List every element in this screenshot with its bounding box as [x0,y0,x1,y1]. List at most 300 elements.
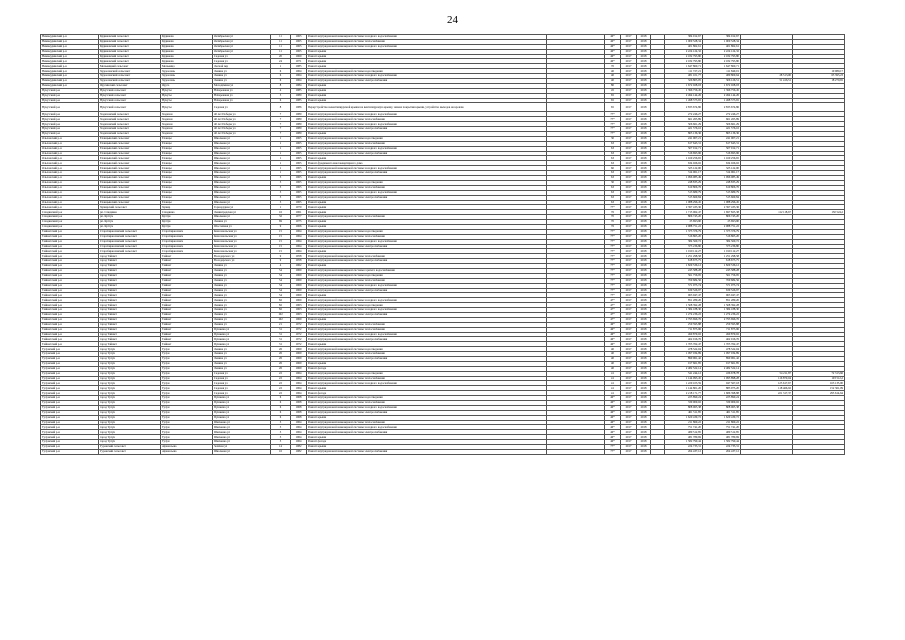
cell-district: Нукутский р-н [41,112,99,117]
cell-work-type: Ремонт фасада [307,440,547,445]
cell-year-start: 2017 [621,425,637,430]
cell-street: Школьная ул [213,136,271,141]
cell-wear: 40 [605,69,621,74]
cell-year: 1965 [291,151,307,156]
cell-house: 20 [271,54,291,59]
cell-settlement: Тулун [161,381,213,386]
cell-year-end: 2018 [637,352,651,357]
cell-work-type: Ремонт фасада [307,366,547,371]
cell-street: Октябрьская ул [213,35,271,40]
cell-fund-cost: 947 567,18 [703,381,741,386]
cell-total-cost: 1 705 762,47 [665,342,703,347]
cell-work-type: Ремонт внутридомовой инженерной системы водоотведения [307,229,547,234]
cell-total-cost: 806 745,20 [665,215,703,220]
cell-street: Ленина ул [213,79,271,84]
cell-wear: 70 [605,215,621,220]
cell-house: 3 [271,180,291,185]
cell-wear: 70 [605,220,621,225]
cell-street: Шевченко ул [213,425,271,430]
cell-work-type: Ремонт внутридомовой инженерной системы холодного водоснабжения [307,112,547,117]
cell-wear: 40* [605,327,621,332]
cell-wear: 77* [605,132,621,137]
cell-work-type: Ремонт внутридомовой инженерной системы холодного водоснабжения [307,308,547,313]
cell-street: Пушкина ул [213,405,271,410]
cell-year-start: 2017 [621,146,637,151]
cell-year-start: 2017 [621,332,637,337]
cell-district: Тайшетский р-н [41,283,99,288]
cell-work-type: Ремонт крыши [307,415,547,420]
cell-wear: 40 [605,366,621,371]
cell-settlement: Тулун [161,430,213,435]
cell-wear: 76 [605,224,621,229]
cell-total-cost: 516 865,20 [665,234,703,239]
cell-fund-cost: 480 809,64 [703,74,741,79]
cell-municipality: город Тулун [99,420,161,425]
cell-fund-cost: 661 265,89 [703,117,741,122]
cell-total-cost: 384 560,72 [665,239,703,244]
cell-municipality: Старобирюсинский сельсовет [99,239,161,244]
cell-year-end: 2018 [637,391,651,396]
cell-year: 1958 [291,259,307,264]
cell-fund-cost: 461 511,85 [703,410,741,415]
cell-municipality: город Тайшет [99,293,161,298]
cell-wear: 63 [605,190,621,195]
cell-house: 6 [271,415,291,420]
cell-municipality: Нукутский сельсовет [99,103,161,112]
cell-year-start: 2017 [621,337,637,342]
cell-district: Нукутский р-н [41,88,99,93]
cell-municipality: Хадаханский сельсовет [99,112,161,117]
cell-wear: 77* [605,268,621,273]
cell-fund-cost: 1 829 536,12 [703,264,741,269]
cell-settlement: Тулун [161,361,213,366]
cell-house: 21 [271,322,291,327]
cell-house: 16 [271,210,291,215]
cell-municipality: Яругинский сельсовет [99,83,161,88]
cell-municipality: Еланцынский сельсовет [99,176,161,181]
cell-house: 6 [271,410,291,415]
cell-total-cost: 571 975,74 [665,283,703,288]
cell-total-cost: 506 661,29 [665,122,703,127]
cell-district: Нижнеудинский р-н [41,74,99,79]
cell-house: 31 [271,327,291,332]
cell-year-start: 2017 [621,215,637,220]
cell-total-cost: 617 643,31 [665,141,703,146]
cell-total-cost: 2 833 674,86 [665,103,703,112]
cell-year: 1985 [291,88,307,93]
cell-work-type: Ремонт внутридомовой инженерной системы холодного водоснабжения [307,35,547,40]
cell-year-end: 2018 [637,259,651,264]
cell-work-type: Ремонт крыши [307,200,547,205]
cell-year: 1964 [291,229,307,234]
cell-house: 15 [271,234,291,239]
cell-work-type: Ремонт внутридомовой инженерной системы теплоснабжения [307,420,547,425]
cell-municipality: город Тайшет [99,298,161,303]
cell-year-start: 2017 [621,449,637,454]
cell-house: 24 [271,59,291,64]
cell-wear: 63 [605,156,621,161]
cell-settlement: Еланцы [161,136,213,141]
cell-street: Школьная ул [213,200,271,205]
cell-fund-cost: 1 568 392,28 [703,303,741,308]
cell-street: 40 лет Победы ул [213,112,271,117]
cell-year-start: 2017 [621,151,637,156]
cell-street: 40 лет Победы ул [213,127,271,132]
cell-work-type: Ремонт внутридомовой инженерной системы электроснабжения [307,195,547,200]
cell-work-type: Ремонт внутридомовой инженерной системы электроснабжения [307,449,547,454]
cell-work-type: Ремонт крыши [307,54,547,59]
cell-year-start: 2017 [621,268,637,273]
cell-fund-cost: 2 494 144,26 [703,93,741,98]
cell-district: Нукутский р-н [41,117,99,122]
cell-street: Школьная ул [213,215,271,220]
cell-street: Школьная ул [213,156,271,161]
cell-municipality: Еланцынский сельсовет [99,171,161,176]
cell-district: Нижнеудинский р-н [41,59,99,64]
cell-fund-cost: 1 009 528,34 [703,39,741,44]
cell-fund-cost: 264 437,12 [703,449,741,454]
cell-municipality: рп. Култук [99,220,161,225]
cell-year-end: 2018 [637,264,651,269]
cell-settlement: Яруга [161,83,213,88]
cell-municipality: город Тулун [99,366,161,371]
cell-street: Октябрьская ул [213,44,271,49]
cell-district: Нижнеудинский р-н [41,83,99,88]
cell-fund-cost: 851 289,20 [703,298,741,303]
cell-year: 1962 [291,264,307,269]
cell-year-end: 2018 [637,151,651,156]
cell-municipality: Кудиновский сельсовет [99,39,161,44]
cell-wear: 40* [605,35,621,40]
cell-year-start: 2017 [621,112,637,117]
cell-work-type: Ремонт внутридомовой инженерной системы электроснабжения [307,410,547,415]
cell-year: 1965 [291,185,307,190]
cell-wear: 40* [605,440,621,445]
cell-settlement: Тулун [161,347,213,352]
cell-wear: 40* [605,59,621,64]
cell-municipality: Старобирюсинский сельсовет [99,249,161,254]
cell-street: Садовая ул [213,54,271,59]
cell-budget-cost: 28 513,00 [741,74,793,79]
cell-district: Ольхонский р-н [41,146,99,151]
cell-district: Тайшетский р-н [41,342,99,347]
cell-municipality: Кудиновский сельсовет [99,35,161,40]
cell-wear: 63 [605,176,621,181]
cell-house: 54 [271,288,291,293]
cell-total-cost: 808 965,38 [665,405,703,410]
cell-year: 1964 [291,371,307,376]
cell-fund-cost: 211 869,22 [703,420,741,425]
cell-street: Шевченко ул [213,430,271,435]
cell-year-start: 2017 [621,171,637,176]
cell-house: 8 [271,83,291,88]
cell-house: 3 [271,190,291,195]
cell-fund-cost: 224 733,31 [703,445,741,450]
cell-wear: 40* [605,44,621,49]
cell-blank2 [651,449,665,454]
cell-district: Тулунский р-н [41,376,99,381]
cell-district: Нукутский р-н [41,98,99,103]
cell-year-end: 2018 [637,361,651,366]
cell-municipality: Кудиновский сельсовет [99,44,161,49]
cell-street: Ленина ул [213,74,271,79]
cell-municipality: город Тулун [99,376,161,381]
cell-municipality: Худоеланский сельсовет [99,74,161,79]
cell-total-cost: 769 684,56 [665,278,703,283]
cell-work-type: Ремонт крыши [307,317,547,322]
cell-house: 3 [271,420,291,425]
cell-fund-cost: 571 975,74 [703,283,741,288]
cell-district: Нижнеудинский р-н [41,69,99,74]
cell-wear: 77* [605,205,621,210]
cell-wear: 65 [605,103,621,112]
capital-repair-table [40,34,845,455]
cell-district: Ольхонский р-н [41,200,99,205]
cell-fund-cost: 2 397 433,36 [703,205,741,210]
cell-budget-cost: 221 317,37 [741,391,793,396]
cell-district: Нижнеудинский р-н [41,35,99,40]
cell-municipality: город Тулун [99,415,161,420]
cell-year: 1980 [291,122,307,127]
cell-wear: 47* [605,308,621,313]
cell-settlement: Тулун [161,435,213,440]
cell-total-cost: 1 498 573,65 [665,98,703,103]
cell-wear: 40* [605,49,621,54]
cell-municipality: город Тайшет [99,273,161,278]
cell-settlement: Тайшет [161,264,213,269]
cell-district: Ольхонский р-н [41,185,99,190]
cell-total-cost: 1 620 439,72 [665,415,703,420]
cell-year-end: 2018 [637,136,651,141]
cell-year-start: 2017 [621,54,637,59]
cell-year: 1984 [291,83,307,88]
cell-year: 1969 [291,54,307,59]
cell-fund-cost: 2 482 522,14 [703,366,741,371]
cell-district: Тулунский р-н [41,371,99,376]
cell-year: 1964 [291,74,307,79]
cell-wear: 41 [605,376,621,381]
cell-wear: 77* [605,449,621,454]
cell-municipality: Хадаханский сельсовет [99,132,161,137]
cell-wear: 40* [605,337,621,342]
cell-wear: 40* [605,54,621,59]
cell-total-cost: 481 101,77 [665,74,703,79]
cell-district: Ольхонский р-н [41,195,99,200]
cell-settlement: Тайшет [161,317,213,322]
cell-district: Тайшетский р-н [41,249,99,254]
cell-total-cost: 1 373 376,79 [665,229,703,234]
cell-street: Ленина ул [213,357,271,362]
cell-total-cost: 561 756,95 [665,273,703,278]
cell-street: Садовая ул [213,376,271,381]
cell-street: Комсомольская ул [213,244,271,249]
cell-wear: 40 [605,347,621,352]
cell-municipality: город Тулун [99,440,161,445]
cell-year: 1965 [291,171,307,176]
cell-wear: 77* [605,249,621,254]
cell-fund-cost: 1 647 860,71 [703,64,741,69]
cell-fund-cost: 480 512,85 [703,430,741,435]
cell-fund-cost: 917 661,85 [703,361,741,366]
cell-street: Пушкина ул [213,337,271,342]
cell-work-type: Ремонт крыши [307,132,547,137]
cell-total-cost: 890 961,42 [665,357,703,362]
cell-year-start: 2017 [621,117,637,122]
cell-district: Нукутский р-н [41,122,99,127]
cell-year-start: 2017 [621,264,637,269]
cell-year-end: 2018 [637,127,651,132]
cell-settlement: Тулун [161,371,213,376]
cell-fund-cost: 2 833 674,86 [703,103,741,112]
cell-municipality: Худоеланский сельсовет [99,79,161,84]
cell-year-start: 2017 [621,401,637,406]
cell-municipality: город Тайшет [99,288,161,293]
cell-settlement: Хадахан [161,127,213,132]
cell-district: Тулунский р-н [41,430,99,435]
cell-district: Тайшетский р-н [41,337,99,342]
cell-total-cost: 1 009 528,34 [665,39,703,44]
cell-district: Тулунский р-н [41,401,99,406]
cell-work-type: Ремонт внутридомовой инженерной системы водоотведения [307,396,547,401]
cell-wear: 77* [605,445,621,450]
cell-year-start: 2017 [621,190,637,195]
cell-house: 9 [271,254,291,259]
cell-wear: 40 [605,361,621,366]
cell-work-type: Ремонт внутридомовой инженерной системы электроснабжения [307,259,547,264]
cell-house: 102 [271,317,291,322]
cell-year: 1969 [291,293,307,298]
cell-year: 1964 [291,381,307,386]
cell-work-type: Ремонт внутридомовой инженерной системы электроснабжения [307,312,547,317]
cell-work-type: Ремонт крыши [307,93,547,98]
cell-wear: 77* [605,122,621,127]
cell-house: 1 [271,171,291,176]
cell-district: Тайшетский р-н [41,293,99,298]
cell-settlement: Афанасьева [161,449,213,454]
cell-total-cost: 490 879,02 [665,332,703,337]
cell-year-start: 2017 [621,322,637,327]
cell-house: 26 [271,366,291,371]
cell-wear: 40* [605,435,621,440]
cell-year-end: 2018 [637,98,651,103]
cell-work-type: Ремонт крыши [307,156,547,161]
cell-district: Тулунский р-н [41,435,99,440]
cell-fund-cost: 436 678,78 [703,371,741,376]
cell-district: Тайшетский р-н [41,303,99,308]
cell-year-start: 2017 [621,185,637,190]
cell-district: Тулунский р-н [41,391,99,396]
cell-owners-cost: 72 313,66 [793,371,845,376]
cell-fund-cost: 478 522,04 [703,347,741,352]
cell-year-end: 2018 [637,190,651,195]
cell-street: Ленина ул [213,361,271,366]
cell-district: Тулунский р-н [41,361,99,366]
cell-house: 1 [271,151,291,156]
cell-owners-cost: 150 524,2 [793,210,845,215]
cell-work-type: Ремонт внутридомовой инженерной системы холодного водоснабжения [307,425,547,430]
cell-year: 1963 [291,303,307,308]
cell-wear: 40 [605,357,621,362]
cell-house: 16 [271,449,291,454]
cell-settlement: Тайшет [161,283,213,288]
cell-settlement: Худоелань [161,74,213,79]
cell-house: 22 [271,376,291,381]
cell-year: 1980 [291,132,307,137]
cell-work-type: Ремонт внутридомовой инженерной системы электроснабжения [307,171,547,176]
cell-year-end: 2018 [637,273,651,278]
cell-year-start: 2017 [621,342,637,347]
cell-settlement: Тайшет [161,342,213,347]
cell-municipality: город Тулун [99,347,161,352]
cell-year-end: 2018 [637,141,651,146]
cell-year: 1965 [291,136,307,141]
cell-work-type: Ремонт крыши [307,249,547,254]
cell-municipality: Еланцынский сельсовет [99,185,161,190]
cell-settlement: Худоелань [161,79,213,84]
cell-total-cost: 384 912,67 [665,35,703,40]
cell-year-start: 2017 [621,366,637,371]
cell-total-cost: 2 218 171,77 [665,391,703,396]
cell-settlement: Слюдянка [161,210,213,215]
cell-fund-cost: 384 912,67 [703,35,741,40]
cell-year-end: 2018 [637,180,651,185]
cell-settlement: Тайшет [161,293,213,298]
cell-total-cost: 2 494 144,26 [665,93,703,98]
cell-street: Садовая ул [213,103,271,112]
cell-year-end: 2018 [637,332,651,337]
cell-house: 3 [271,195,291,200]
cell-fund-cost: 1 095 898,28 [703,376,741,381]
cell-street: Комсомольская ул [213,229,271,234]
cell-owners-cost: 65 395,23 [793,74,845,79]
cell-work-type: Ремонт внутридомовой инженерной системы теплоснабжения [307,141,547,146]
cell-work-type: Ремонт внутридомовой инженерной системы холодного водоснабжения [307,146,547,151]
cell-total-cost: 248 835,29 [665,180,703,185]
cell-year-start: 2017 [621,180,637,185]
cell-district: Тулунский р-н [41,420,99,425]
cell-street: 40 лет Победы ул [213,122,271,127]
cell-year-end: 2018 [637,303,651,308]
cell-total-cost: 325 122,00 [665,166,703,171]
cell-house: 5 [271,93,291,98]
cell-house: 82 [271,298,291,303]
cell-total-cost: 1 582 790,44 [665,440,703,445]
cell-year-end: 2018 [637,35,651,40]
cell-year-start: 2017 [621,156,637,161]
cell-district: Тулунский р-н [41,352,99,357]
cell-district: Тайшетский р-н [41,288,99,293]
cell-wear: 40* [605,39,621,44]
cell-fund-cost: 890 961,42 [703,357,741,362]
cell-street: Набережная ул [213,93,271,98]
cell-year-end: 2018 [637,220,651,225]
cell-street: Ленина ул [213,366,271,371]
cell-year-end: 2018 [637,205,651,210]
cell-street: Ленина ул [213,273,271,278]
cell-year-end: 2018 [637,386,651,391]
cell-year: 1966 [291,224,307,229]
cell-year-start: 2017 [621,103,637,112]
cell-municipality: Нукутский сельсовет [99,93,161,98]
cell-work-type: Ремонт внутридомовой инженерной системы электроснабжения [307,127,547,132]
cell-district: Ольхонский р-н [41,151,99,156]
cell-municipality: Хадаханский сельсовет [99,122,161,127]
cell-year-end: 2018 [637,117,651,122]
cell-year: 1969 [291,268,307,273]
cell-year-start: 2017 [621,361,637,366]
cell-district: Слюдянский р-н [41,220,99,225]
cell-fund-cost: 245 588,28 [703,268,741,273]
